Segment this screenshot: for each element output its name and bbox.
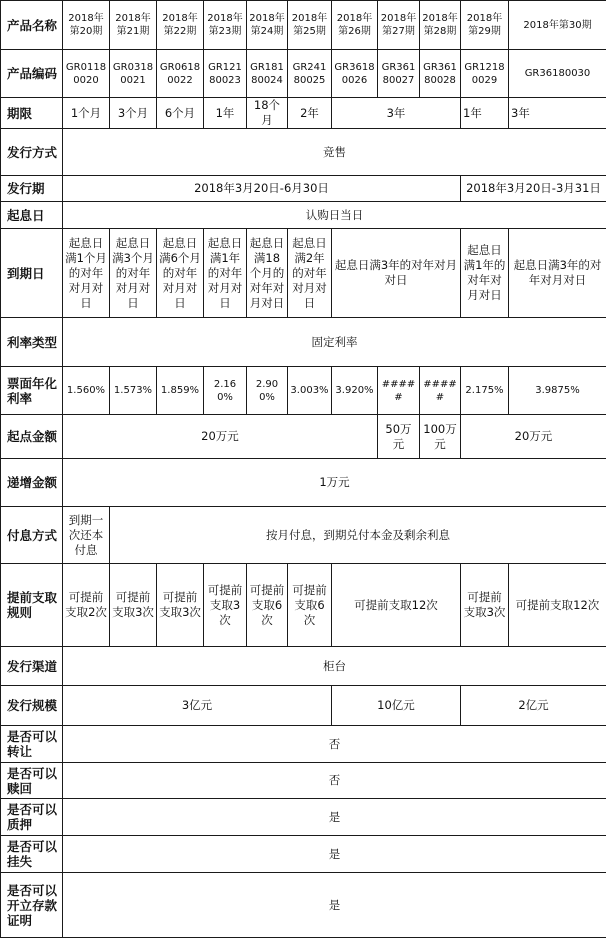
cell-increment: 1万元 (63, 459, 606, 507)
row-value-date (1, 202, 606, 229)
cell-scale-b: 10亿元 (332, 686, 461, 726)
cell-term-29: 1年 (461, 98, 509, 129)
header-min-amount: 起点金额 (1, 415, 63, 459)
header-channel: 发行渠道 (1, 647, 63, 686)
cell-period-a: 2018年3月20日-6月30日 (63, 176, 461, 202)
cell-scale-c: 2亿元 (461, 686, 606, 726)
cell-name-30: 2018年第30期 (509, 1, 606, 50)
cell-code-21: GR03180021 (110, 50, 157, 98)
cell-rate-22: 1.859% (157, 367, 204, 415)
cell-code-20: GR01180020 (63, 50, 110, 98)
cell-maturity-21: 起息日满3个月的对年对月对日 (110, 229, 157, 318)
cell-rate-23: 2.160% (204, 367, 247, 415)
header-value-date: 起息日 (1, 202, 63, 229)
header-scale: 发行规模 (1, 686, 63, 726)
header-interest: 付息方式 (1, 507, 63, 564)
cell-maturity-23: 起息日满1年的对年对月对日 (204, 229, 247, 318)
cell-maturity-26-28: 起息日满3年的对年对月对日 (332, 229, 461, 318)
row-product-code (1, 50, 606, 98)
cell-period-b: 2018年3月20日-3月31日 (461, 176, 606, 202)
cell-rate-28: ##### (420, 367, 461, 415)
header-redeem: 是否可以赎回 (1, 763, 63, 799)
cell-code-24: GR18180024 (247, 50, 288, 98)
cell-term-23: 1年 (204, 98, 247, 129)
header-increment: 递增金额 (1, 459, 63, 507)
row-maturity (1, 229, 606, 318)
header-rate: 票面年化利率 (1, 367, 63, 415)
cell-name-28: 2018年第28期 (420, 1, 461, 50)
row-min-amount (1, 415, 606, 459)
cell-code-27: GR36180027 (378, 50, 420, 98)
header-early-withdrawal: 提前支取规则 (1, 564, 63, 647)
cell-name-26: 2018年第26期 (332, 1, 378, 50)
cell-maturity-24: 起息日满18个月的对年对月对日 (247, 229, 288, 318)
cell-code-22: GR06180022 (157, 50, 204, 98)
row-channel (1, 647, 606, 686)
row-scale (1, 686, 606, 726)
cell-term-20: 1个月 (63, 98, 110, 129)
cell-min-amount-a: 20万元 (63, 415, 378, 459)
header-pledge: 是否可以质押 (1, 799, 63, 836)
cell-code-29: GR12180029 (461, 50, 509, 98)
cell-channel: 柜台 (63, 647, 606, 686)
row-product-name (1, 1, 606, 50)
cell-redeem: 否 (63, 763, 606, 799)
cell-rate-26: 3.920% (332, 367, 378, 415)
cell-code-28: GR36180028 (420, 50, 461, 98)
row-increment (1, 459, 606, 507)
cell-value-date: 认购日当日 (63, 202, 606, 229)
cell-term-24: 18个月 (247, 98, 288, 129)
header-transfer: 是否可以转让 (1, 726, 63, 763)
cell-rate-29: 2.175% (461, 367, 509, 415)
cell-rate-30: 3.9875% (509, 367, 606, 415)
header-term: 期限 (1, 98, 63, 129)
row-term (1, 98, 606, 129)
cell-rate-type: 固定利率 (63, 318, 606, 367)
cell-code-26: GR36180026 (332, 50, 378, 98)
row-pledge (1, 799, 606, 836)
cell-transfer: 否 (63, 726, 606, 763)
cell-min-amount-28: 100万元 (420, 415, 461, 459)
cell-early-25: 可提前支取6次 (288, 564, 332, 647)
cell-early-23: 可提前支取3次 (204, 564, 247, 647)
cell-term-25: 2年 (288, 98, 332, 129)
cell-name-27: 2018年第27期 (378, 1, 420, 50)
cell-early-26-28: 可提前支取12次 (332, 564, 461, 647)
cell-interest-a: 到期一次还本付息 (63, 507, 110, 564)
cell-method: 竞售 (63, 129, 606, 176)
header-method: 发行方式 (1, 129, 63, 176)
header-period: 发行期 (1, 176, 63, 202)
cell-maturity-20: 起息日满1个月的对年对月对日 (63, 229, 110, 318)
cell-min-amount-b: 20万元 (461, 415, 606, 459)
row-transfer (1, 726, 606, 763)
cell-early-20: 可提前支取2次 (63, 564, 110, 647)
cell-rate-27: ##### (378, 367, 420, 415)
cell-term-21: 3个月 (110, 98, 157, 129)
cell-pledge: 是 (63, 799, 606, 836)
cell-early-21: 可提前支取3次 (110, 564, 157, 647)
cell-name-29: 2018年第29期 (461, 1, 509, 50)
cell-early-24: 可提前支取6次 (247, 564, 288, 647)
cell-name-23: 2018年第23期 (204, 1, 247, 50)
cell-early-22: 可提前支取3次 (157, 564, 204, 647)
cell-maturity-29: 起息日满1年的对年对月对日 (461, 229, 509, 318)
header-deposit-certificate: 是否可以开立存款证明 (1, 873, 63, 938)
cell-maturity-25: 起息日满2年的对年对月对日 (288, 229, 332, 318)
row-deposit-certificate (1, 873, 606, 938)
cell-rate-21: 1.573% (110, 367, 157, 415)
cell-maturity-30: 起息日满3年的对年对月对日 (509, 229, 606, 318)
cell-term-26-28: 3年 (332, 98, 461, 129)
cell-name-25: 2018年第25期 (288, 1, 332, 50)
cell-interest-b: 按月付息，到期兑付本金及剩余利息 (110, 507, 606, 564)
row-rate (1, 367, 606, 415)
cell-name-22: 2018年第22期 (157, 1, 204, 50)
header-loss-report: 是否可以挂失 (1, 836, 63, 873)
header-rate-type: 利率类型 (1, 318, 63, 367)
row-interest (1, 507, 606, 564)
cell-rate-20: 1.560% (63, 367, 110, 415)
header-product-name: 产品名称 (1, 1, 63, 50)
cell-code-30: GR36180030 (509, 50, 606, 98)
row-redeem (1, 763, 606, 799)
header-product-code: 产品编码 (1, 50, 63, 98)
row-early-withdrawal (1, 564, 606, 647)
cell-early-30: 可提前支取12次 (509, 564, 606, 647)
cell-scale-a: 3亿元 (63, 686, 332, 726)
cell-deposit-certificate: 是 (63, 873, 606, 938)
header-maturity: 到期日 (1, 229, 63, 318)
row-loss-report (1, 836, 606, 873)
cell-name-24: 2018年第24期 (247, 1, 288, 50)
cell-term-30: 3年 (509, 98, 606, 129)
row-method (1, 129, 606, 176)
cell-term-22: 6个月 (157, 98, 204, 129)
cell-early-29: 可提前支取3次 (461, 564, 509, 647)
row-period (1, 176, 606, 202)
cell-maturity-22: 起息日满6个月的对年对月对日 (157, 229, 204, 318)
row-rate-type (1, 318, 606, 367)
cell-rate-25: 3.003% (288, 367, 332, 415)
cell-code-25: GR24180025 (288, 50, 332, 98)
cell-name-21: 2018年第21期 (110, 1, 157, 50)
cell-rate-24: 2.900% (247, 367, 288, 415)
cell-code-23: GR12180023 (204, 50, 247, 98)
cell-loss-report: 是 (63, 836, 606, 873)
cell-name-20: 2018年第20期 (63, 1, 110, 50)
cell-min-amount-27: 50万元 (378, 415, 420, 459)
